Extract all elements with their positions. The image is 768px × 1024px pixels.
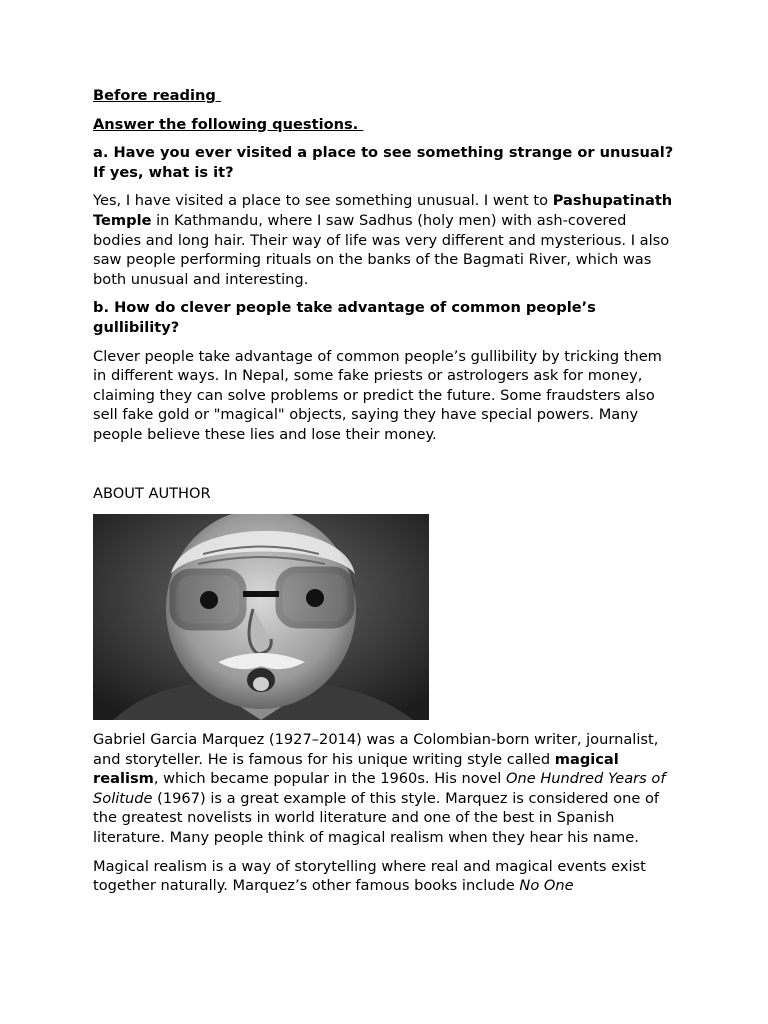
author-p2-text-1: Magical realism is a way of storytelling where real and magical events exist together naturally. Marquez’s other famous books include: [93, 857, 646, 895]
answer-b: Clever people take advantage of common people’s gullibility by tricking them in different ways. In Nepal, some fake priests or astrologers ask for money, claiming they can solve problems or predict the future. Some fraudsters also sell fake gold or "magical" objects, saying they have special powers. Many people believe these lies and lose their money.: [93, 347, 662, 443]
answer-a-text-1: Yes, I have visited a place to see something unusual. I went to: [93, 192, 553, 210]
question-a: a. Have you ever visited a place to see something strange or unusual? If yes, what is it?: [93, 144, 674, 181]
author-p1-text-3: (1967) is a great example of this style. Marquez is considered one of the greatest novelists in world literature and one of the best in Spanish literature. Many people think of magical realism when they hear his name.: [93, 789, 660, 847]
author-p1-bold: magical realism: [93, 750, 619, 788]
author-paragraph-2: [93, 857, 678, 896]
author-p2-italic: No One: [519, 877, 574, 895]
answer-questions-heading: Answer the following questions.: [93, 115, 364, 133]
document-page: [93, 86, 678, 905]
about-author-heading: ABOUT AUTHOR: [93, 484, 211, 502]
author-p1-text-2: , which became popular in the 1960s. His novel: [153, 770, 506, 788]
author-paragraph-1: [93, 730, 678, 848]
answer-a-bold: Pashupatinath Temple: [93, 192, 673, 229]
before-reading-heading: Before reading: [93, 87, 221, 104]
answer-a-text-2: in Kathmandu, where I saw Sadhus (holy men) with ash-covered bodies and long hair. Their way of life was very different and mysterious. I also saw people performing rituals on the banks of the Bagmati River, which was both unusual and interesting.: [93, 211, 670, 288]
author-photo: [93, 514, 429, 720]
author-p1-text-1: Gabriel Garcia Marquez (1927–2014) was a Colombian-born writer, journalist, and storyteller. He is famous for his unique writing style called: [93, 731, 659, 768]
author-p1-italic: One Hundred Years of Solitude: [93, 770, 666, 807]
author-portrait-image: [93, 514, 429, 720]
answer-a: [93, 191, 678, 289]
question-b: b. How do clever people take advantage of common people’s gullibility?: [93, 299, 596, 336]
